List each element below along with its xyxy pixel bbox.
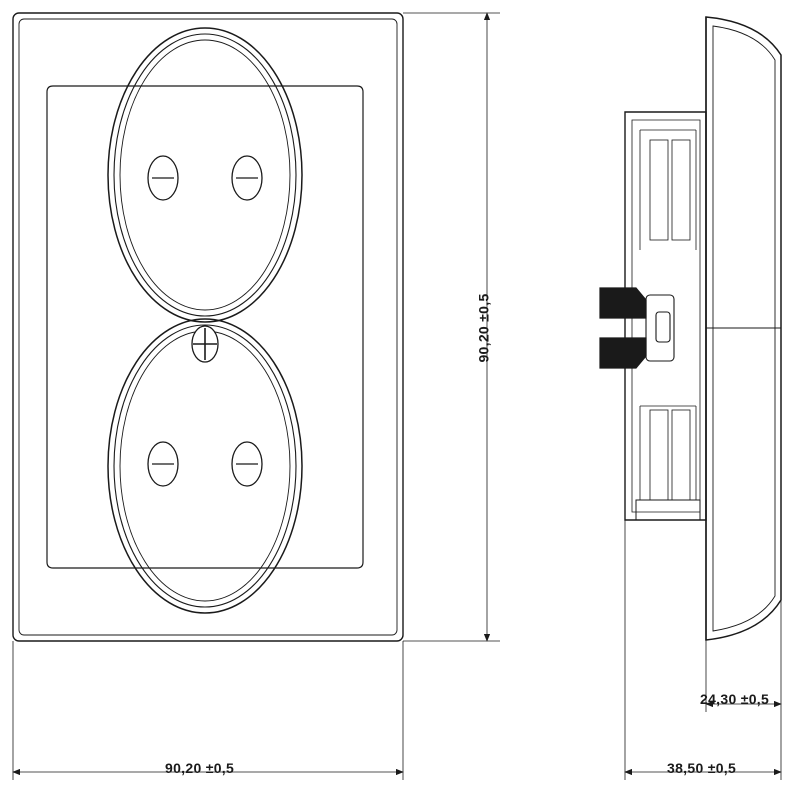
dimension-label-front-width: 90,20 ±0,5 (165, 760, 235, 776)
front-view-group (13, 13, 403, 641)
socket-upper-outer-ellipse (108, 28, 302, 322)
socket-lower-outer-ellipse (108, 319, 302, 613)
dimension-label-front-height: 90,20 ±0,5 (475, 293, 492, 363)
dimension-label-side-cover-depth: 24,30 ±0,5 (700, 691, 770, 707)
side-view-group (600, 17, 781, 640)
socket-lower-inner-ellipse (120, 331, 290, 601)
side-body-base (636, 500, 700, 520)
socket-upper-inner-ellipse (120, 40, 290, 310)
side-cover-inner-outline (713, 26, 775, 631)
socket-upper-mid-ellipse (114, 34, 296, 316)
side-cover-outline (706, 17, 781, 640)
side-contact-lower-right (672, 410, 690, 500)
side-contact-upper-left (650, 140, 668, 240)
dimension-label-side-total-depth: 38,50 ±0,5 (667, 760, 737, 776)
mounting-claw-lower (600, 338, 646, 368)
socket-lower-mid-ellipse (114, 325, 296, 607)
claw-slot (656, 312, 670, 342)
side-contact-upper-right (672, 140, 690, 240)
mounting-claw-upper (600, 288, 646, 318)
side-contact-lower-left (650, 410, 668, 500)
